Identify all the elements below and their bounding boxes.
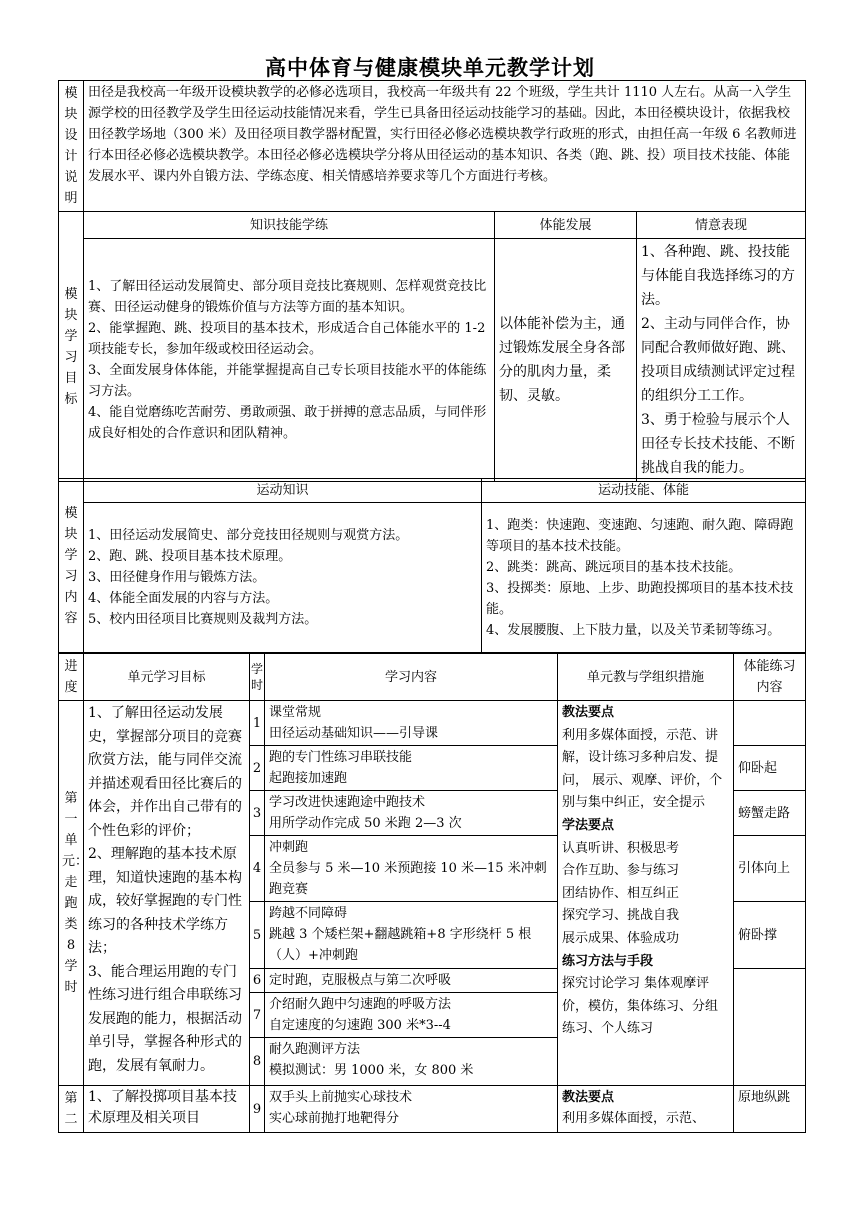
lesson-line: 课堂常规 (269, 705, 322, 720)
lesson-number: 1 (250, 701, 265, 746)
lesson-line: 双手头上前抛实心球技术 (269, 1090, 413, 1105)
lesson-line: 自定速度的匀速跑 300 米*3--4 (269, 1018, 451, 1033)
goals-header-fitness: 体能发展 (495, 212, 637, 239)
lesson-content (265, 746, 558, 791)
fitness-cell: 俯卧撑 (734, 902, 806, 969)
plan-header-hours: 学时 (250, 654, 265, 701)
goals-affect (637, 239, 806, 482)
content-header-skills: 运动技能、体能 (482, 479, 806, 503)
content-knowledge-item: 4、体能全面发展的内容与方法。 (88, 591, 279, 606)
goals-fitness: 以体能补偿为主，通过锻炼发展全身各部分的肌肉力量，柔韧、灵敏。 (495, 239, 637, 482)
unit2-goal: 1、了解投掷项目基本技术原理及相关项目 (84, 1086, 250, 1133)
lesson-line: 实心球前抛打地靶得分 (269, 1111, 400, 1126)
lesson-number: 3 (250, 791, 265, 836)
measures-text: 探究学习、挑战自我 (562, 908, 680, 924)
fitness-cell: 仰卧起 (734, 746, 806, 791)
goals-table (58, 211, 806, 482)
goals-header-affect: 情意表现 (637, 212, 806, 239)
lesson-content (265, 836, 558, 902)
plan-header-content: 学习内容 (265, 654, 558, 701)
goals-affect-item: 2、主动与同伴合作，协同配合教师做好跑、跳、投项目成绩测试评定过程的组织分工工作。 (641, 316, 795, 404)
measures-heading: 练习方法与手段 (562, 953, 654, 969)
fitness-cell: 引体向上 (734, 836, 806, 902)
goals-knowledge-item: 2、能掌握跑、跳、投项目的基本技术，形成适合自己体能水平的 1-2 项技能专长，参加年级或校田径运动会。 (88, 321, 486, 357)
content-skills (482, 503, 806, 653)
content-header-knowledge: 运动知识 (84, 479, 482, 503)
lesson-line: 跳越 3 个矮栏架+翻越跳箱+8 字形绕杆 5 根（人）+冲刺跑 (269, 927, 532, 963)
unit1-goal-item: 1、了解田径运动发展史，掌握部分项目的竞赛欣赏方法，能与同伴交流并描述观看田径比赛后的体会，并作出自己带有的个性色彩的评价； (88, 705, 242, 839)
page-title: 高中体育与健康模块单元教学计划 (265, 56, 595, 80)
lesson-line: 田径运动基础知识——引导课 (269, 726, 439, 741)
lesson-line: 跑的专门性练习串联技能 (269, 750, 413, 765)
content-knowledge-item: 5、校内田径项目比赛规则及裁判方法。 (88, 612, 318, 627)
lesson-content (265, 902, 558, 969)
goals-knowledge-item: 4、能自觉磨练吃苦耐劳、勇敢顽强、敢于拼搏的意志品质，与同伴形成良好相处的合作意识和团队精神。 (88, 405, 487, 441)
fitness-cell: 原地纵跳 (734, 1086, 806, 1133)
goals-knowledge (84, 239, 495, 482)
measures-text: 合作互助、参与练习 (562, 863, 680, 879)
fitness-cell (734, 969, 806, 1086)
unit1-goal-item: 3、能合理运用跑的专门性练习进行组合串联练习发展跑的能力，根据活动单引导，掌握各种形式的跑，发展有氧耐力。 (88, 963, 242, 1074)
content-knowledge-item: 2、跑、跳、投项目基本技术原理。 (88, 549, 292, 564)
measures-text: 认真听讲、积极思考 (562, 840, 680, 856)
unit2-measures (558, 1086, 734, 1133)
measures-heading: 教法要点 (562, 1090, 615, 1105)
measures-text: 利用多媒体面授，示范、 (562, 1111, 706, 1126)
unit1-measures (558, 701, 734, 1086)
content-skills-item: 2、跳类：跳高、跳远项目的基本技术技能。 (486, 559, 742, 575)
lesson-content (265, 993, 558, 1038)
goals-affect-item: 3、勇于检验与展示个人田径专长技术技能、不断挑战自我的能力。 (641, 412, 795, 476)
lesson-line: 模拟测试：男 1000 米，女 800 米 (269, 1063, 474, 1078)
lesson-number: 5 (250, 902, 265, 969)
measures-text: 展示成果、体验成功 (562, 930, 680, 946)
measures-heading: 教法要点 (562, 705, 615, 720)
content-knowledge-item: 1、田径运动发展简史、部分竞技田径规则与观赏方法。 (88, 528, 409, 543)
lesson-number: 6 (250, 969, 265, 993)
unit2-label: 第二 (59, 1086, 84, 1133)
goals-affect-item: 1、各种跑、跳、投技能与体能自我选择练习的方法。 (641, 244, 795, 308)
intro-label: 模块设计说明 (59, 81, 84, 212)
plan-header-fitness: 体能练习内容 (734, 654, 806, 701)
goals-header-knowledge: 知识技能学练 (84, 212, 495, 239)
measures-text: 利用多媒体面授，示范、讲解，设计练习多种启发、提问， 展示、观摩、评价，个别与集中纠正，安全提示 (562, 727, 723, 811)
plan-table (58, 653, 806, 1133)
lesson-number: 4 (250, 836, 265, 902)
content-skills-item: 4、发展腰腹、上下肢力量，以及关节柔韧等练习。 (486, 622, 781, 638)
lesson-number: 2 (250, 746, 265, 791)
lesson-line: 介绍耐久跑中匀速跑的呼吸方法 (269, 997, 452, 1012)
lesson-line: 全员参与 5 米—10 米预跑接 10 米—15 米冲刺跑竞赛 (269, 861, 547, 897)
content-knowledge (84, 503, 482, 653)
content-skills-item: 1、跑类：快速跑、变速跑、匀速跑、耐久跑、障碍跑等项目的基本技术技能。 (486, 517, 794, 554)
lesson-number: 9 (250, 1086, 265, 1133)
goals-knowledge-item: 3、全面发展身体体能，并能掌握提高自己专长项目技能水平的体能练习方法。 (88, 363, 487, 399)
plan-header-measures: 单元教与学组织措施 (558, 654, 734, 701)
unit1-label: 第一单元：走跑类8学时 (59, 701, 84, 1086)
content-table (58, 478, 806, 653)
lesson-content (265, 701, 558, 746)
intro-text: 田径是我校高一年级开设模块教学的必修必选项目，我校高一年级共有 22 个班级，学生共计 1110 人左右。从高一入学生源学校的田径教学及学生田径运动技能情况来看，学生已具备田径运动技能学习的基础。因此，本田径模块设计，依据我校田径教学场地（300 米）及田径项目教学器材配置，实行田径必修必选模块教学行政班的形式，由担任高一年级 6 名教师进行本田径必修必选模块教学。本田径必修必选模块学分将从田径运动的基本知识、各类（跑、跳、投）项目技术技能、体能发展水平、课内外自锻方法、学练态度、相关情感培养要求等几个方面进行考核。 (84, 81, 806, 212)
lesson-number: 7 (250, 993, 265, 1038)
lesson-line: 定时跑，克服极点与第二次呼吸 (269, 973, 452, 988)
fitness-cell (734, 701, 806, 746)
content-skills-item: 3、投掷类：原地、上步、助跑投掷项目的基本技术技能。 (486, 580, 794, 617)
lesson-line: 起跑接加速跑 (269, 771, 348, 786)
intro-table (58, 80, 806, 212)
unit1-goals (84, 701, 250, 1086)
lesson-content (265, 791, 558, 836)
measures-text: 团结协作、相互纠正 (562, 885, 680, 901)
plan-header-unit-goal: 单元学习目标 (84, 654, 250, 701)
unit1-goal-item: 2、理解跑的基本技术原理，知道快速跑的基本构成，较好掌握跑的专门性练习的各种技术学练方法； (88, 846, 242, 956)
lesson-line: 用所学动作完成 50 米跑 2—3 次 (269, 816, 462, 831)
content-label: 模块学习内容 (59, 479, 84, 653)
lesson-line: 跨越不同障碍 (269, 906, 348, 921)
lesson-line: 冲刺跑 (269, 840, 309, 855)
content-knowledge-item: 3、田径健身作用与锻炼方法。 (88, 570, 266, 585)
lesson-content (265, 1038, 558, 1086)
lesson-content (265, 969, 558, 993)
measures-text: 探究讨论学习 集体观摩评价，模仿，集体练习、分组练习、个人练习 (562, 976, 719, 1037)
measures-heading: 学法要点 (562, 817, 615, 833)
goals-label: 模块学习目标 (59, 212, 84, 482)
lesson-line: 耐久跑测评方法 (269, 1042, 361, 1057)
lesson-number: 8 (250, 1038, 265, 1086)
fitness-cell: 螃蟹走路 (734, 791, 806, 836)
plan-header-progress: 进度 (59, 654, 84, 701)
goals-knowledge-item: 1、了解田径运动发展简史、部分项目竞技比赛规则、怎样观赏竞技比赛、田径运动健身的锻炼价值与方法等方面的基本知识。 (88, 279, 487, 315)
lesson-line: 学习改进快速跑途中跑技术 (269, 795, 426, 810)
lesson-content (265, 1086, 558, 1133)
